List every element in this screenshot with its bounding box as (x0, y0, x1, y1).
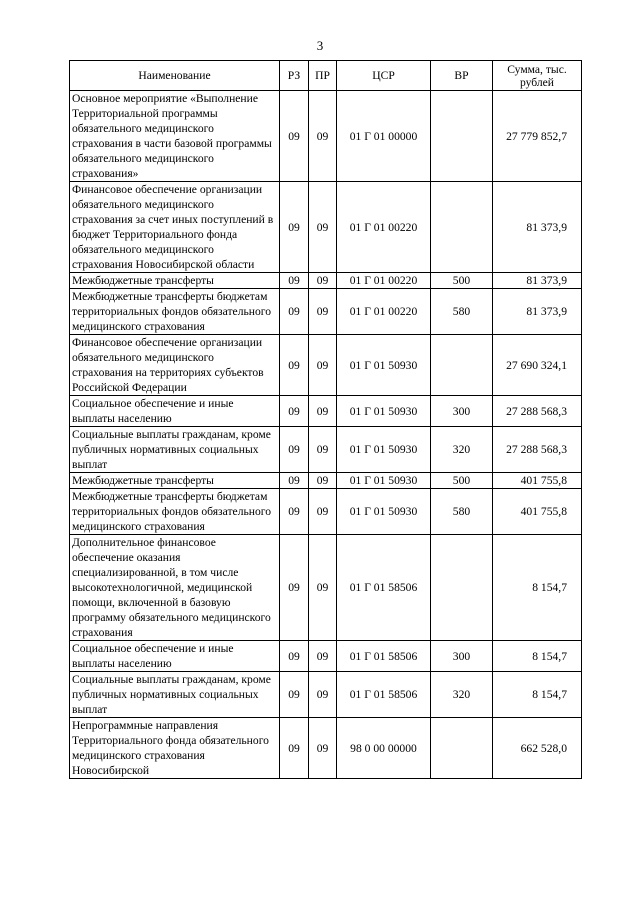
cell-csr: 01 Г 01 50930 (337, 396, 431, 427)
cell-vr (431, 182, 493, 273)
cell-sum: 81 373,9 (493, 273, 582, 289)
cell-name: Социальное обеспечение и иные выплаты населению (70, 396, 280, 427)
cell-sum: 81 373,9 (493, 182, 582, 273)
cell-sum: 8 154,7 (493, 535, 582, 641)
cell-sum: 27 288 568,3 (493, 427, 582, 473)
cell-pr: 09 (309, 289, 337, 335)
cell-name: Социальное обеспечение и иные выплаты населению (70, 641, 280, 672)
cell-pr: 09 (309, 672, 337, 718)
cell-vr (431, 718, 493, 779)
table-row (70, 427, 582, 473)
cell-name: Основное мероприятие «Выполнение Территориальной программы обязательного медицинского страхования в части базовой программы обязательного медицинского страхования» (70, 91, 280, 182)
cell-csr: 01 Г 01 50930 (337, 473, 431, 489)
table-row (70, 396, 582, 427)
table-row (70, 535, 582, 641)
cell-rz: 09 (280, 396, 309, 427)
cell-pr: 09 (309, 91, 337, 182)
header-rz: РЗ (280, 61, 309, 91)
cell-sum: 401 755,8 (493, 473, 582, 489)
cell-rz: 09 (280, 289, 309, 335)
cell-vr: 300 (431, 641, 493, 672)
cell-pr: 09 (309, 273, 337, 289)
cell-rz: 09 (280, 182, 309, 273)
cell-pr: 09 (309, 427, 337, 473)
table-row (70, 91, 582, 182)
table-row (70, 718, 582, 779)
header-sum: Сумма, тыс. рублей (493, 61, 582, 91)
cell-vr (431, 535, 493, 641)
cell-name: Финансовое обеспечение организации обязательного медицинского страхования на территориях субъектов Российской Федерации (70, 335, 280, 396)
page-number: 3 (316, 38, 324, 53)
cell-vr: 320 (431, 672, 493, 718)
cell-pr: 09 (309, 335, 337, 396)
table-row (70, 335, 582, 396)
header-vr: ВР (431, 61, 493, 91)
table-row (70, 182, 582, 273)
cell-csr: 01 Г 01 00000 (337, 91, 431, 182)
cell-pr: 09 (309, 182, 337, 273)
cell-name: Социальные выплаты гражданам, кроме публичных нормативных социальных выплат (70, 672, 280, 718)
cell-sum: 401 755,8 (493, 489, 582, 535)
cell-name: Межбюджетные трансферты бюджетам территориальных фондов обязательного медицинского страхования (70, 489, 280, 535)
header-pr: ПР (309, 61, 337, 91)
table-body (70, 91, 582, 779)
cell-sum: 27 690 324,1 (493, 335, 582, 396)
cell-rz: 09 (280, 335, 309, 396)
cell-rz: 09 (280, 273, 309, 289)
cell-vr: 580 (431, 289, 493, 335)
cell-vr: 320 (431, 427, 493, 473)
cell-csr: 01 Г 01 00220 (337, 289, 431, 335)
cell-csr: 01 Г 01 58506 (337, 641, 431, 672)
cell-csr: 98 0 00 00000 (337, 718, 431, 779)
table-row (70, 641, 582, 672)
cell-vr: 500 (431, 473, 493, 489)
header-csr: ЦСР (337, 61, 431, 91)
cell-name: Социальные выплаты гражданам, кроме публичных нормативных социальных выплат (70, 427, 280, 473)
budget-table (69, 60, 582, 779)
cell-rz: 09 (280, 641, 309, 672)
cell-name: Финансовое обеспечение организации обязательного медицинского страхования за счет иных поступлений в бюджет Территориального фонда обязательного медицинского страхования Новосибирской области (70, 182, 280, 273)
table-header (70, 61, 582, 91)
header-name: Наименование (70, 61, 280, 91)
cell-rz: 09 (280, 718, 309, 779)
table-row (70, 289, 582, 335)
cell-csr: 01 Г 01 58506 (337, 672, 431, 718)
cell-rz: 09 (280, 427, 309, 473)
cell-sum: 81 373,9 (493, 289, 582, 335)
cell-csr: 01 Г 01 50930 (337, 489, 431, 535)
cell-name: Дополнительное финансовое обеспечение оказания специализированной, в том числе высокотехнологичной, медицинской помощи, включенной в базовую программу обязательного медицинского страхования (70, 535, 280, 641)
cell-pr: 09 (309, 641, 337, 672)
cell-pr: 09 (309, 718, 337, 779)
cell-sum: 662 528,0 (493, 718, 582, 779)
table-row (70, 489, 582, 535)
cell-csr: 01 Г 01 00220 (337, 273, 431, 289)
cell-pr: 09 (309, 396, 337, 427)
cell-sum: 27 288 568,3 (493, 396, 582, 427)
table-row (70, 273, 582, 289)
cell-vr: 580 (431, 489, 493, 535)
header-row (70, 61, 582, 91)
cell-name: Межбюджетные трансферты (70, 273, 280, 289)
cell-pr: 09 (309, 473, 337, 489)
cell-name: Межбюджетные трансферты бюджетам территориальных фондов обязательного медицинского страхования (70, 289, 280, 335)
table-row (70, 473, 582, 489)
cell-csr: 01 Г 01 00220 (337, 182, 431, 273)
cell-csr: 01 Г 01 50930 (337, 335, 431, 396)
cell-csr: 01 Г 01 58506 (337, 535, 431, 641)
cell-sum: 8 154,7 (493, 672, 582, 718)
cell-vr (431, 335, 493, 396)
cell-vr: 500 (431, 273, 493, 289)
cell-rz: 09 (280, 535, 309, 641)
cell-sum: 27 779 852,7 (493, 91, 582, 182)
cell-sum: 8 154,7 (493, 641, 582, 672)
cell-name: Непрограммные направления Территориального фонда обязательного медицинского страхования Новосибирской (70, 718, 280, 779)
cell-rz: 09 (280, 489, 309, 535)
cell-pr: 09 (309, 535, 337, 641)
cell-csr: 01 Г 01 50930 (337, 427, 431, 473)
cell-pr: 09 (309, 489, 337, 535)
cell-rz: 09 (280, 473, 309, 489)
cell-vr (431, 91, 493, 182)
cell-vr: 300 (431, 396, 493, 427)
cell-rz: 09 (280, 91, 309, 182)
cell-rz: 09 (280, 672, 309, 718)
cell-name: Межбюджетные трансферты (70, 473, 280, 489)
table-row (70, 672, 582, 718)
